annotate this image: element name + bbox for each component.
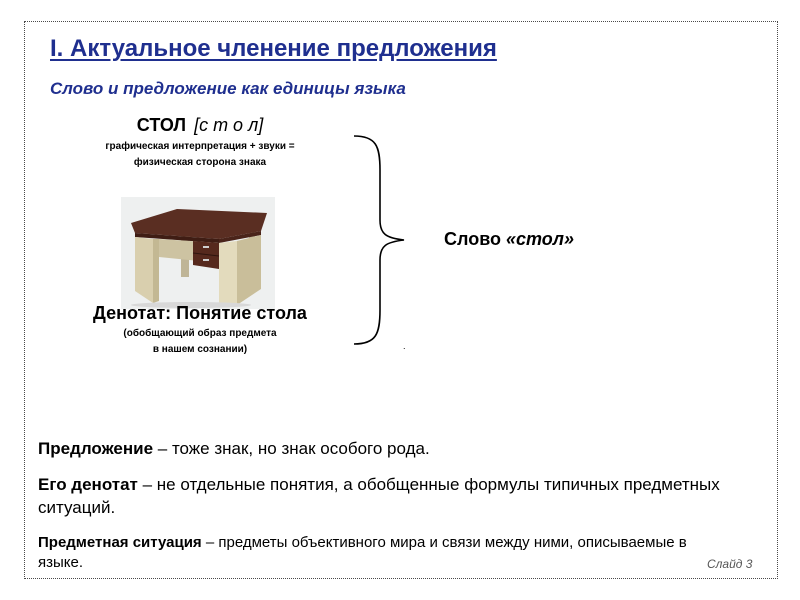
paragraph-3-text: – предметы объективного мира и связи между ними, описываемые в языке.	[38, 534, 687, 571]
denotat-note-line-1: (обобщающий образ предмета	[123, 328, 277, 339]
word-transcription: [с т о л]	[194, 115, 264, 135]
desk-icon	[121, 197, 275, 309]
paragraph-2-text: – не отдельные понятия, а обобщенные формулы типичных предметных ситуаций.	[38, 475, 720, 517]
paragraph-2-term: Его денотат	[38, 475, 138, 494]
denotat-note-line-2: в нашем сознании)	[152, 344, 248, 355]
word-note-line-2: физическая сторона знака	[133, 157, 267, 168]
paragraph-3-term: Предметная ситуация	[38, 534, 202, 551]
paragraph-sentence	[38, 438, 430, 461]
word-note-line-1: графическая интерпретация + звуки =	[105, 141, 295, 152]
paragraph-1-text: – тоже знак, но знак особого рода.	[153, 439, 430, 458]
paragraph-situation	[38, 533, 718, 572]
result-word: «стол»	[506, 229, 575, 249]
stray-dot: .	[403, 341, 406, 351]
paragraph-denotat	[38, 474, 738, 520]
slide-title: I. Актуальное членение предложения	[50, 35, 497, 62]
word-heading	[0, 115, 400, 136]
slide-number: Слайд 3	[707, 557, 753, 571]
denotat-label: Денотат: Понятие стола	[93, 303, 307, 323]
paragraph-1-term: Предложение	[38, 439, 154, 458]
word-label: СТОЛ	[136, 115, 187, 135]
result-prefix: Слово	[444, 229, 507, 249]
curly-brace-icon	[350, 134, 410, 346]
slide-subtitle: Слово и предложение как единицы языка	[50, 79, 406, 98]
word-result	[444, 229, 574, 250]
